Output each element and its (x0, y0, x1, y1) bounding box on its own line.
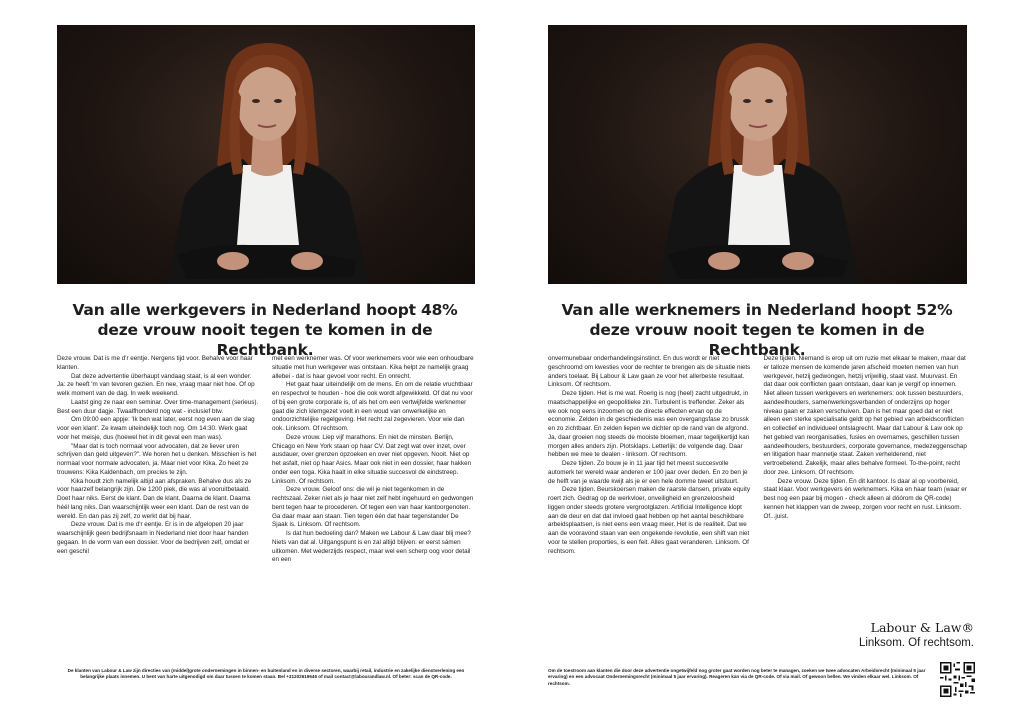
right-page (512, 0, 1024, 725)
qr-code-icon[interactable] (940, 662, 975, 697)
column-1 (548, 355, 752, 556)
portrait-illustration (548, 25, 967, 284)
paragraph: Deze tijden. Niemand is erop uit om ruzie met elkaar te maken, maar dat er talloze mensen de komende jaren afscheid moeten nemen van hun werkgever, hetzij gedwongen, hetzij vrijwillig, staat vast. Muurvast. En dat daar ook conflicten gaan ontstaan, daar kan je vergif op innemen. Niet alleen tussen werkgevers en werknemers: ook tussen bestuurders, aandeelhouders, samenwerkingsverbanden of onderzijns op hoger niveau gaan er zaken verschuiven. Dan is het maar goed dat er niet alleen een sterke specialisatie geldt op het gebied van arbeidsconflicten en collectief en individueel ontslagrecht. Maar dat Labour & Law ook op het gebied van reorganisaties, fusies en overnames, geschillen tussen aandeelhouders, bestuurders, corporate governance, medezeggenschap en litigation haar mannetje staat. Zaken verhelderend, niet vertroebelend. Zakelijk, maar alles behalve formeel. To-the-point, recht door zee. Linksom. Of rechtsom. (763, 355, 967, 476)
paragraph: Om 09:00 een appje: 'Ik ben wat later, eerst nog even aan de slag voor een klant'. Ze kwam uiteindelijk toch nog. Om 14:30. Werk gaat voor het meisje, dus (hoewel het in dit geval een man was). (57, 416, 255, 441)
paragraph: Deze vrouw. Deze tijden. En dit kantoor. Is daar al op voorbereid, staat klaar. Voor werkgevers én werknemers. Kika en haar team (waar er best nog een paar bij mogen - check alleen al dóórom de QR-code) kennen het klappen van de zweep, zorgen voor recht en rust. Linksom. Of...juist. (763, 477, 967, 520)
portrait-photo-left (57, 25, 475, 284)
article-body-right (548, 355, 967, 556)
paragraph: Deze vrouw. Liep vijf marathons. En niet de minsten. Berlijn, Chicago en New York staan op haar CV. Dat zegt wat over inzet, over ausdauer, over grenzen opzoeken en over niet opgeven. Nooit. Niet op het asfalt, niet op haar Asics. Maar ook niet in een dossier, haar hakken onder een toga. Kika haalt in elke situatie succesvol de eindstreep. Linksom. Of rechtsom. (272, 433, 472, 485)
footer-note-left: De klanten van Labour & Law zijn directies van (middel)grote ondernemingen in binnen- en buitenland en in diverse sectoren, waarbij retail, industrie en zakelijke dienstverlening een belangrijke plaats innemen. U bent van harte uitgenodigd om daar tussen te komen staan. Bel +31202619646 of mail contact@labourandlaw.nl. Of beter: scan de QR-code. (67, 668, 465, 680)
paragraph: Deze vrouw. Geloof ons: die wil je niet tegenkomen in de rechtszaal. Zeker niet als je haar niet zelf hebt ingehuurd en gedwongen bent tegen haar te procederen. Of tegen een van haar kantoorgenoten. Ga daar maar aan staan. Tien tegen één dat haar tegenstander De Sjaak is. Linksom. Of rechtsom. (272, 486, 474, 529)
paragraph: Laatst ging ze naar een seminar. Over time-management (serieus). Best een duur dagje. Twaalfhonderd nog wat - inclusief btw. (57, 398, 259, 415)
paragraph: "Maar dat is toch normaal voor advocaten, dat ze liever uren schrijven dan geld uitgeven?". We horen het u denken. Misschien is het normaal voor normale advocaten, ja. Maar niet voor Kika. Zo heet ze trouwens: Kika Kaldenbach, om precies te zijn. (57, 442, 257, 476)
paragraph: Deze vrouw. Dat is me d'r eentje. Er is in de afgelopen 20 jaar waarschijnlijk geen bedrijfsnaam in Nederland niet door haar handen gegaan. In de vorm van een dossier. Voor de bedrijven zelf, omdat er een geschil (57, 521, 250, 555)
headline-left: Van alle werkgevers in Nederland hoopt 48% deze vrouw nooit tegen te komen in de Rechtbank. (72, 301, 458, 359)
paragraph: onvermurwbaar onderhandelingsinstinct. En dus wordt er niet geschroomd om kwesties voor de rechter te brengen als de situatie niets anders toelaat. Bij Labour & Law gaan ze voor het allerbeste resultaat. Linksom. Of rechtsom. (548, 355, 751, 389)
portrait-photo-right (548, 25, 967, 284)
paragraph: Kika houdt zich namelijk altijd aan afspraken. Behalve dus als ze voor haarzelf belangrijk zijn. Die 1200 piek, die was al vooruitbetaald. Doet haar niks. Eerst de klant. Dan de klant. Daarna de klant. Daarna héél lang niks. Dan waarschijnlijk weer een klant. Dan de rest van de wereld. En dan pas zij zelf, zo werkt dat bij haar. (57, 477, 252, 520)
paragraph: Deze tijden. Het is me wat. Roerig is nog (heel) zacht uitgedrukt, in maatschappelijke en geopolitieke zin. Turbulent is treffender. Zeker als we ook nog eens inzoomen op de directe effecten ervan op de economie. Zelden in de geschiedenis was een overgangsfase zo brussk en zo zichtbaar. En zelden liepen we dichter op de rand van de afgrond. Ja, daar groeien nog steeds de mooiste bloemen, maar tegelijkertijd kan morgen alles anders zijn. Plotsklaps. Letterlijk: de volgende dag. Daar hebben we mee te dealen - linksom. Of rechtsom. (548, 390, 750, 459)
paragraph: Is dat hun bedoeling dan? Maken we Labour & Law daar blij mee? Niets van dat al. Uitgangspunt is en zal altijd blijven: er eerst sámen uitkomen. Met wederzijds respect, maar wel een scherp oog voor detail en een (272, 530, 471, 564)
paragraph: Het gaat haar uiteindelijk om de mens. En om de relatie vruchtbaar en respectvol te houden - hoe die ook wordt afgewikkeld. Of dat nu voor of bij een grote corporate is, of als het om een vertwijfelde werknemer gaat die zich klemgezet voelt in een woud van onwerkelijke en ondoorzichtelijke regelgeving. Het recht zal zegevieren. Voor wie dan ook. Linksom. Of rechtsom. (272, 381, 473, 432)
paragraph: Deze tijden. Zo bouw je in 11 jaar tijd het meest succesvolle automerk ter wereld waar anderen er 100 jaar over deden. En zo ben je de helft van je waarde kwijt als je er een hele domme tweet uitstuurt. (548, 460, 748, 485)
article-body-left (57, 355, 475, 565)
brand-logo: Labour & Law® (870, 620, 974, 635)
paragraph: Deze vrouw. Dat is me d'r eentje. Nergens tijd voor. Behalve voor haar klanten. (57, 355, 253, 371)
paragraph: Dat deze advertentie überhaupt vandaag staat, is al een wonder. Ja: ze heeft 'm van tevoren gezien. En nee, vraag maar niet hoe. Of op welk moment van de dag. In welk weekend. (57, 372, 255, 397)
column-2 (272, 355, 475, 565)
brand-block (859, 620, 974, 649)
footer-note-right: Om de toestroom aan klanten die door deze advertentie ongetwijfeld nog groter gaat worden nog beter te managen, zoeken we twee advocaten Arbeidsrecht (minimaal 5 jaar ervaring) en een advocaat Ondernemingsrecht (minimaal 5 jaar ervaring). Reageren kan via de QR-code. Of via mail. Of gewoon bellen. We vinden elkaar wel. Linksom. Of rechtsom. (548, 668, 926, 686)
paragraph: Deze tijden. Beurskoersen maken de raarste dansen, private equity roert zich. Gedrag op de werkvloer, onveiligheid en grenzeloosheid liggen onder steeds grotere vergrootglazen. Artificial Intelligence klopt aan de deur en dat dat invloed gaat hebben op het aantal beschikbare arbeidsplaatsen, is niet eens een vraag meer. Het is de realiteit. Dat we aan de vooravond staan van een ongekende revolutie, een shift van niet voor te stellen proporties, is een feit. Alles gaat veranderen. Linksom. Of rechtsom. (548, 486, 750, 555)
column-2 (764, 355, 968, 556)
brand-tagline: Linksom. Of rechtsom. (858, 637, 974, 649)
column-1 (57, 355, 260, 565)
portrait-illustration (57, 25, 475, 284)
paragraph: met een werknemer was. Of voor werknemers voor wie een onhoudbare situatie met hun werkgever was ontstaan. Kika helpt ze namelijk graag allebei - dat is haar gevoel voor recht. En onrecht. (272, 355, 474, 380)
headline-right: Van alle werknemers in Nederland hoopt 52% deze vrouw nooit tegen te komen in de Rechtbank. (561, 301, 953, 359)
